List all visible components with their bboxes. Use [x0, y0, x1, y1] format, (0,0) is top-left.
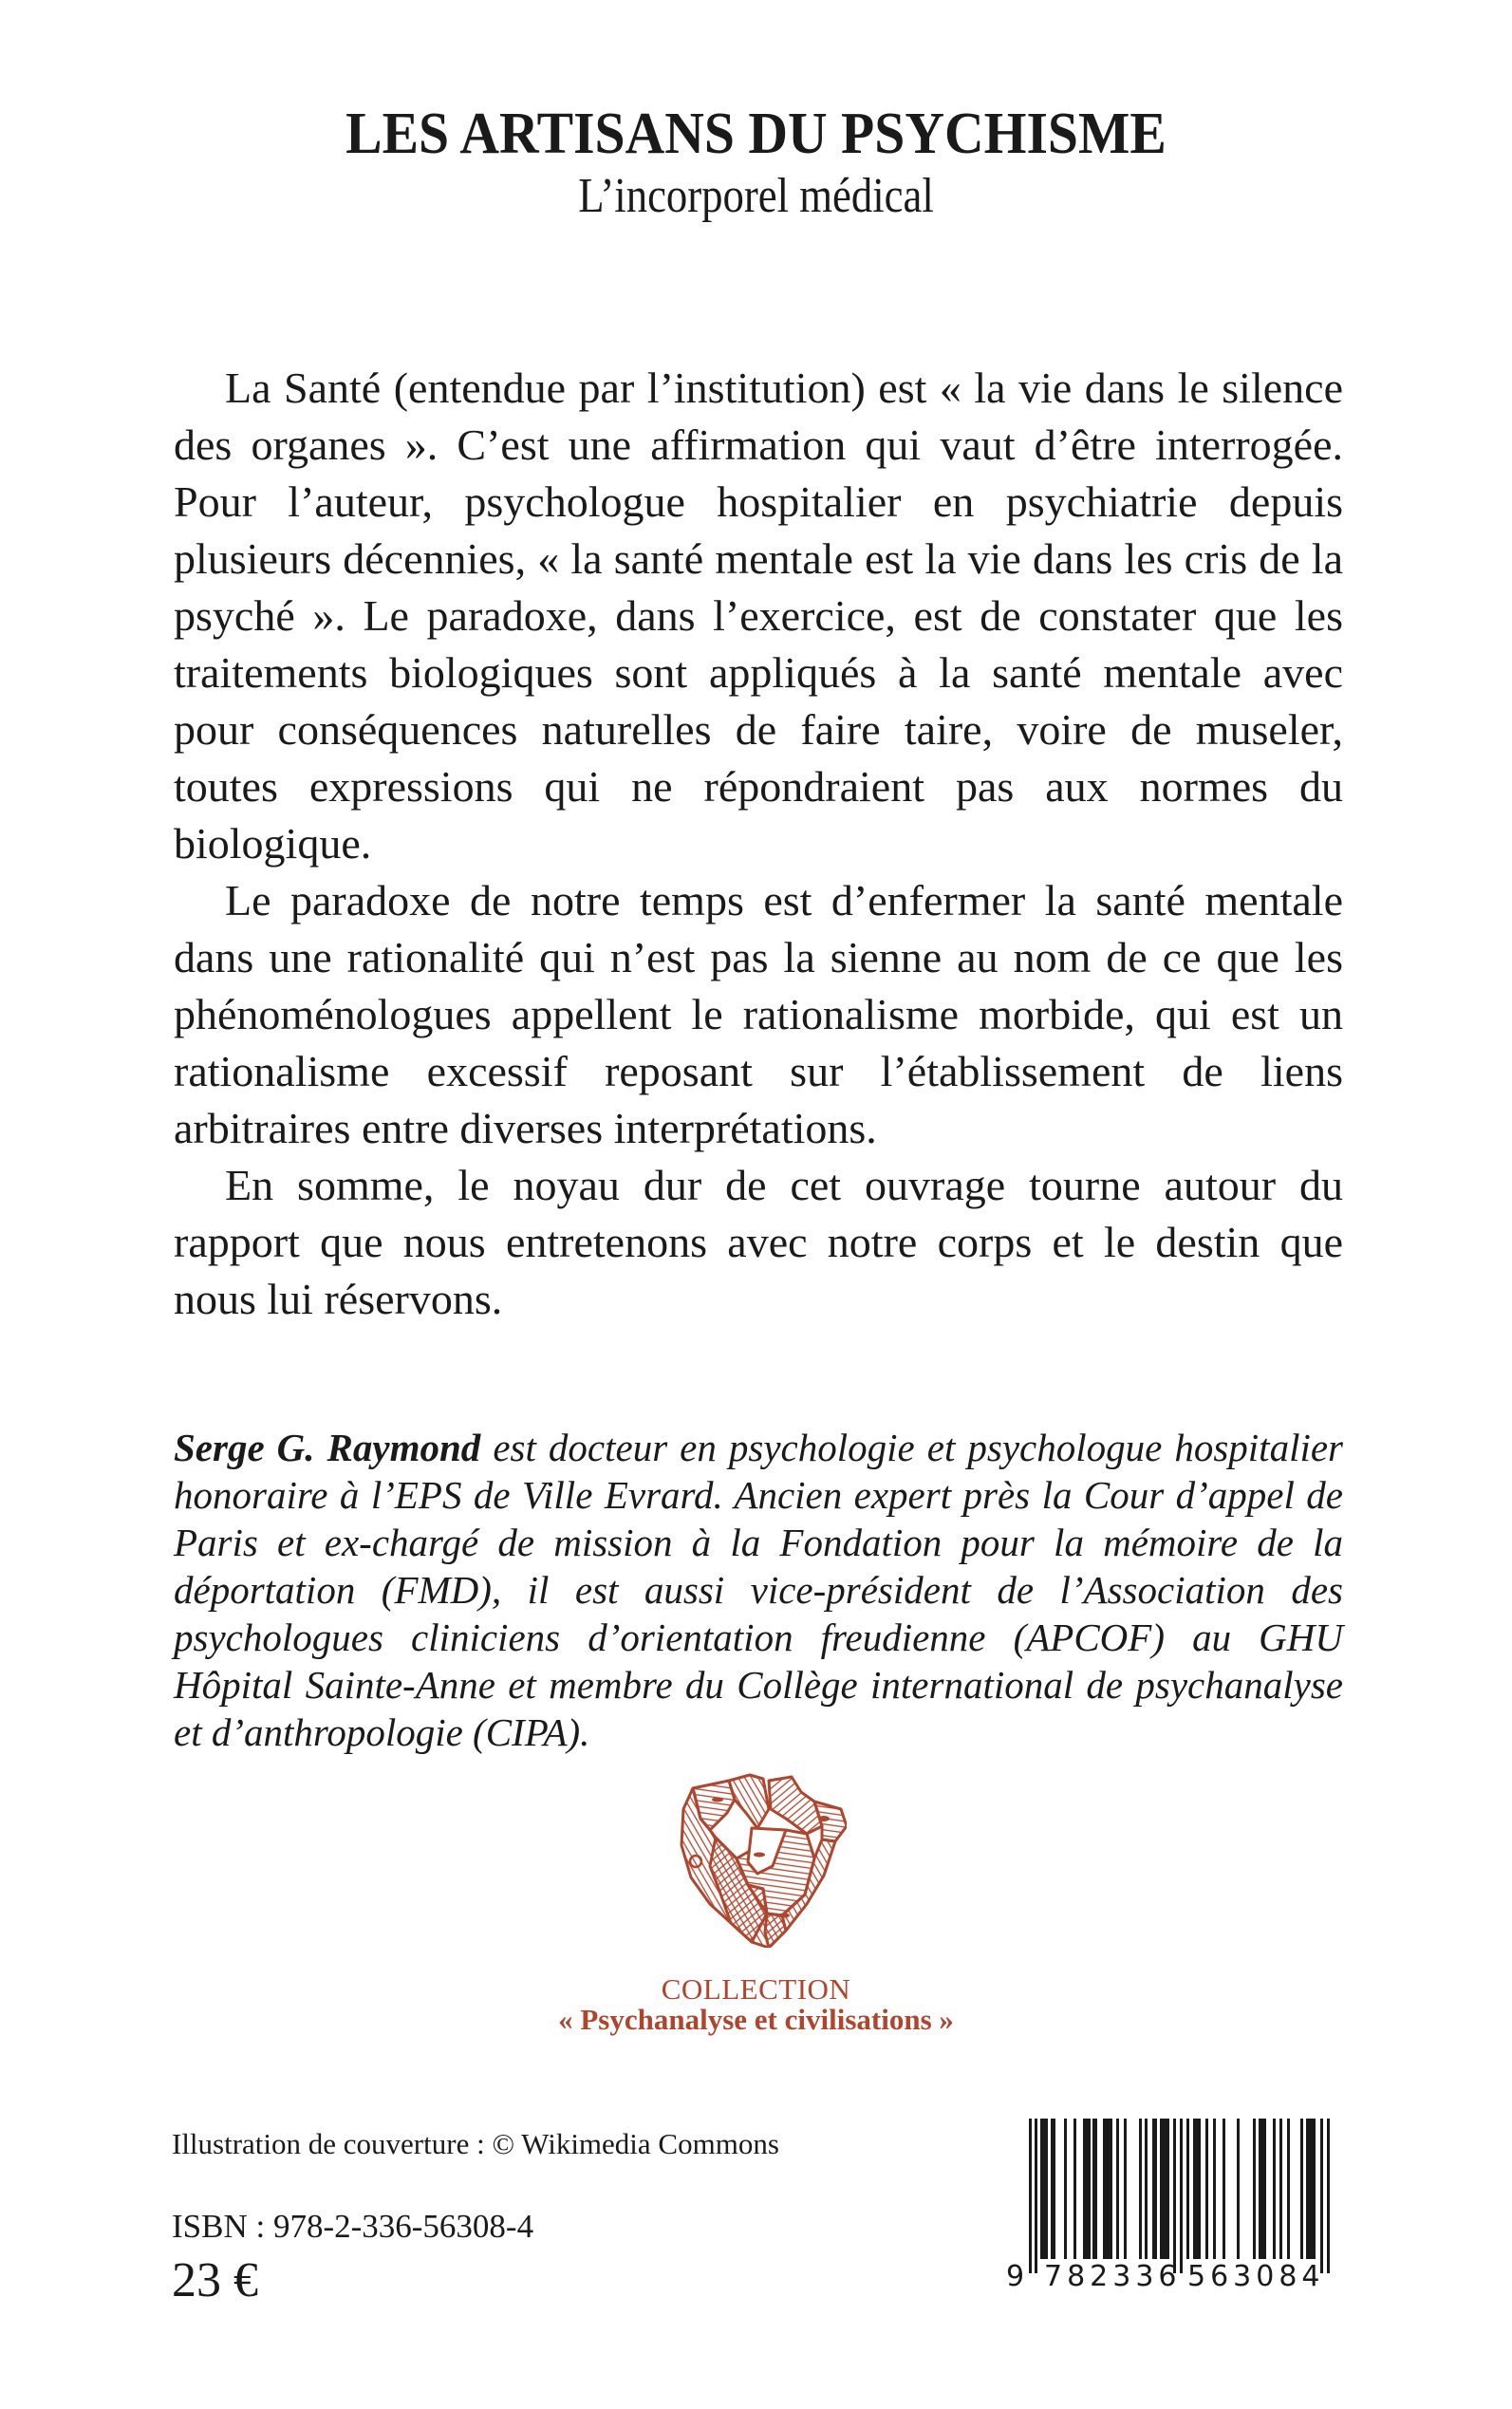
author-name: Serge G. Raymond	[174, 1426, 481, 1469]
book-title: LES ARTISANS DU PSYCHISME	[345, 102, 1167, 166]
blurb-paragraph: La Santé (entendue par l’institution) est « la vie dans le silence des organes ». C’est une affirmation qui vaut d’être interrogée. Pour l’auteur, psychologue hospitalier en psychiatrie depuis plusieurs décennies, « la santé mentale est la vie dans les cris de la psyché ». Le paradoxe, dans l’exercice, est de constater que les traitements biologiques sont appliqués à la santé mentale avec pour conséquences naturelles de faire taire, voire de museler, toutes expressions qui ne répondraient pas aux normes du biologique.	[174, 364, 1343, 868]
author-bio-text: est docteur en psychologie et psychologue hospitalier honoraire à l’EPS de Ville Evrard. Ancien expert près la Cour d’appel de Paris et ex-chargé de mission à la Fondation pour la mémoire de la déportation (FMD), il est aussi vice-président de l’Association des psychologues cliniciens d’orientation freudienne (APCOF) au GHU Hôpital Sainte-Anne et membre du Collège international de psychanalyse et d’anthropologie (CIPA).	[174, 1426, 1344, 1754]
barcode-digits-right: 563084	[1187, 2260, 1325, 2293]
author-bio-paragraph	[174, 1424, 1343, 1756]
cubist-face-logo-icon	[672, 1771, 847, 1948]
isbn: ISBN : 978-2-336-56308-4	[172, 2208, 534, 2245]
cover-illustration-credit: Illustration de couverture : © Wikimedia Commons	[172, 2127, 779, 2160]
collection-name: « Psychanalyse et civilisations »	[558, 2003, 954, 2036]
back-cover-blurb	[174, 360, 1343, 1328]
barcode-digit-prefix: 9	[1006, 2260, 1025, 2293]
blurb-paragraph: En somme, le noyau dur de cet ouvrage tourne autour du rapport que nous entretenons avec notre corps et le destin que nous lui réservons.	[174, 1161, 1343, 1323]
price: 23 €	[172, 2253, 258, 2307]
book-subtitle: L’incorporel médical	[578, 169, 934, 223]
barcode-digits-left: 782336	[1044, 2260, 1182, 2293]
collection-label: COLLECTION	[661, 1972, 851, 2006]
author-bio	[174, 1424, 1343, 1756]
blurb-paragraph: Le paradoxe de notre temps est d’enfermer la santé mentale dans une rationalité qui n’est pas la sienne au nom de ce que les phénoménologues appellent le rationalisme morbide, qui est un rationalisme excessif reposant sur l’établissement de liens arbitraires entre diverses interprétations.	[174, 876, 1343, 1152]
